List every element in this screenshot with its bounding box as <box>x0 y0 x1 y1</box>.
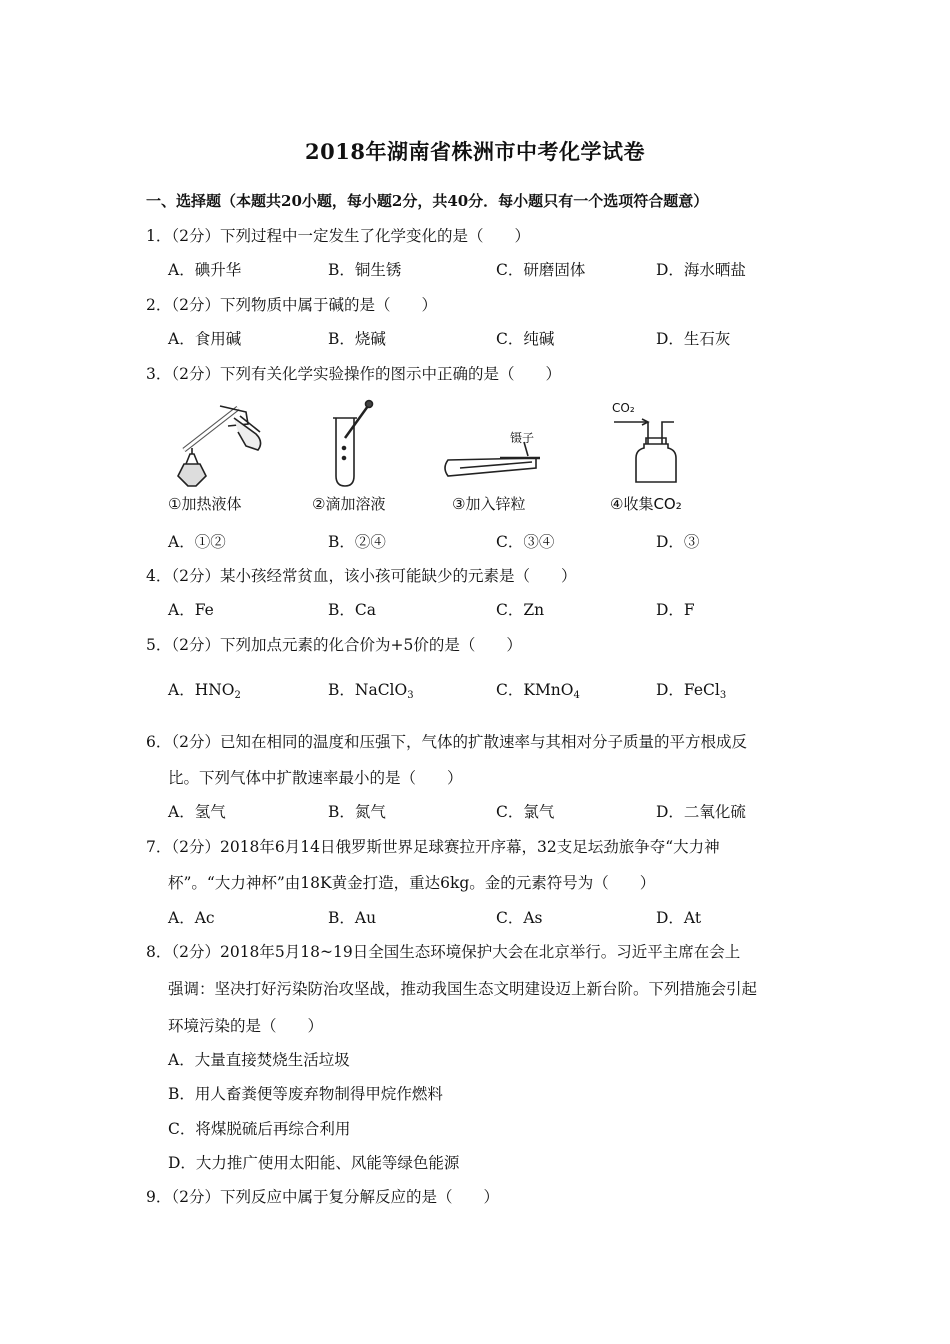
q8-option-a: A．大量直接焚烧生活垃圾 <box>168 1051 350 1069</box>
adding-zinc-figure <box>440 398 545 488</box>
question-3-stem: 3．（2分）下列有关化学实验操作的图示中正确的是（ ） <box>146 365 561 383</box>
question-8-stem-line1: 8．（2分）2018年5月18~19日全国生态环境保护大会在北京举行。习近平主席在会上 <box>146 943 741 961</box>
question-4-stem: 4．（2分）某小孩经常贫血，该小孩可能缺少的元素是（ ） <box>146 567 577 585</box>
q6-option-a: A．氢气 <box>168 803 226 821</box>
q7-option-b: B．Au <box>328 909 377 927</box>
q2-option-d: D．生石灰 <box>656 330 731 348</box>
q5-option-b: B．NaClO$_3$ <box>328 681 414 701</box>
q3-option-b: B．②④ <box>328 533 386 551</box>
caption-dropping-solution: ②滴加溶液 <box>312 495 386 513</box>
question-7-stem-line1: 7．（2分）2018年6月14日俄罗斯世界足球赛拉开序幕，32支足坛劲旅争夺“大力神 <box>146 838 720 856</box>
section-heading: 一、选择题（本题共20小题，每小题2分，共40分．每小题只有一个选项符合题意） <box>146 192 709 210</box>
q8-option-b: B．用人畜粪便等废弃物制得甲烷作燃料 <box>168 1085 443 1103</box>
question-9-stem: 9．（2分）下列反应中属于复分解反应的是（ ） <box>146 1188 499 1206</box>
q8-option-c: C．将煤脱硫后再综合利用 <box>168 1120 351 1138</box>
caption-heating-liquid: ①加热液体 <box>168 495 242 513</box>
q8-option-d: D．大力推广使用太阳能、风能等绿色能源 <box>168 1154 460 1172</box>
q3-option-a: A．①② <box>168 533 226 551</box>
caption-adding-zinc: ③加入锌粒 <box>452 495 526 513</box>
q7-option-a: A．Ac <box>168 909 215 927</box>
q6-option-c: C．氯气 <box>496 803 555 821</box>
question-2-stem: 2．（2分）下列物质中属于碱的是（ ） <box>146 296 437 314</box>
co2-label: CO₂ <box>612 401 635 415</box>
q4-option-b: B．Ca <box>328 601 376 619</box>
exam-title: 2018年湖南省株洲市中考化学试卷 <box>305 139 645 164</box>
q2-option-c: C．纯碱 <box>496 330 555 348</box>
q4-option-d: D．F <box>656 601 695 619</box>
q2-option-b: B．烧碱 <box>328 330 386 348</box>
q2-option-a: A．食用碱 <box>168 330 242 348</box>
q7-option-d: D．At <box>656 909 702 927</box>
dropping-solution-figure <box>330 398 380 488</box>
q7-option-c: C．As <box>496 909 543 927</box>
question-5-stem: 5．（2分）下列加点元素的化合价为+5价的是（ ） <box>146 636 522 654</box>
q5-option-c: C．KMnO$_4$ <box>496 681 580 701</box>
q1-option-c: C．研磨固体 <box>496 261 586 279</box>
collecting-co2-figure <box>610 398 690 488</box>
q6-option-d: D．二氧化硫 <box>656 803 746 821</box>
question-1-stem: 1．（2分）下列过程中一定发生了化学变化的是（ ） <box>146 227 530 245</box>
question-6-stem-line1: 6．（2分）已知在相同的温度和压强下，气体的扩散速率与其相对分子质量的平方根成反 <box>146 733 747 751</box>
question-6-stem-line2: 比。下列气体中扩散速率最小的是（ ） <box>168 769 463 787</box>
q5-option-d: D．FeCl$_3$ <box>656 681 727 701</box>
q6-option-b: B．氮气 <box>328 803 386 821</box>
q1-option-d: D．海水晒盐 <box>656 261 746 279</box>
q1-option-b: B．铜生锈 <box>328 261 402 279</box>
caption-collecting-co2: ④收集CO₂ <box>610 495 682 513</box>
heating-liquid-figure <box>168 398 278 488</box>
q4-option-a: A．Fe <box>168 601 214 619</box>
tweezers-label: 镊子 <box>510 431 535 445</box>
q4-option-c: C．Zn <box>496 601 545 619</box>
question-8-stem-line2: 强调：坚决打好污染防治攻坚战，推动我国生态文明建设迈上新台阶。下列措施会引起 <box>168 980 758 998</box>
question-7-stem-line2: 杯”。“大力神杯”由18K黄金打造，重达6kg。金的元素符号为（ ） <box>168 874 656 892</box>
question-8-stem-line3: 环境污染的是（ ） <box>168 1017 324 1035</box>
q1-option-a: A．碘升华 <box>168 261 242 279</box>
q3-option-d: D．③ <box>656 533 700 551</box>
q5-option-a: A．$HNO_2$ <box>168 681 241 701</box>
q3-option-c: C．③④ <box>496 533 555 551</box>
